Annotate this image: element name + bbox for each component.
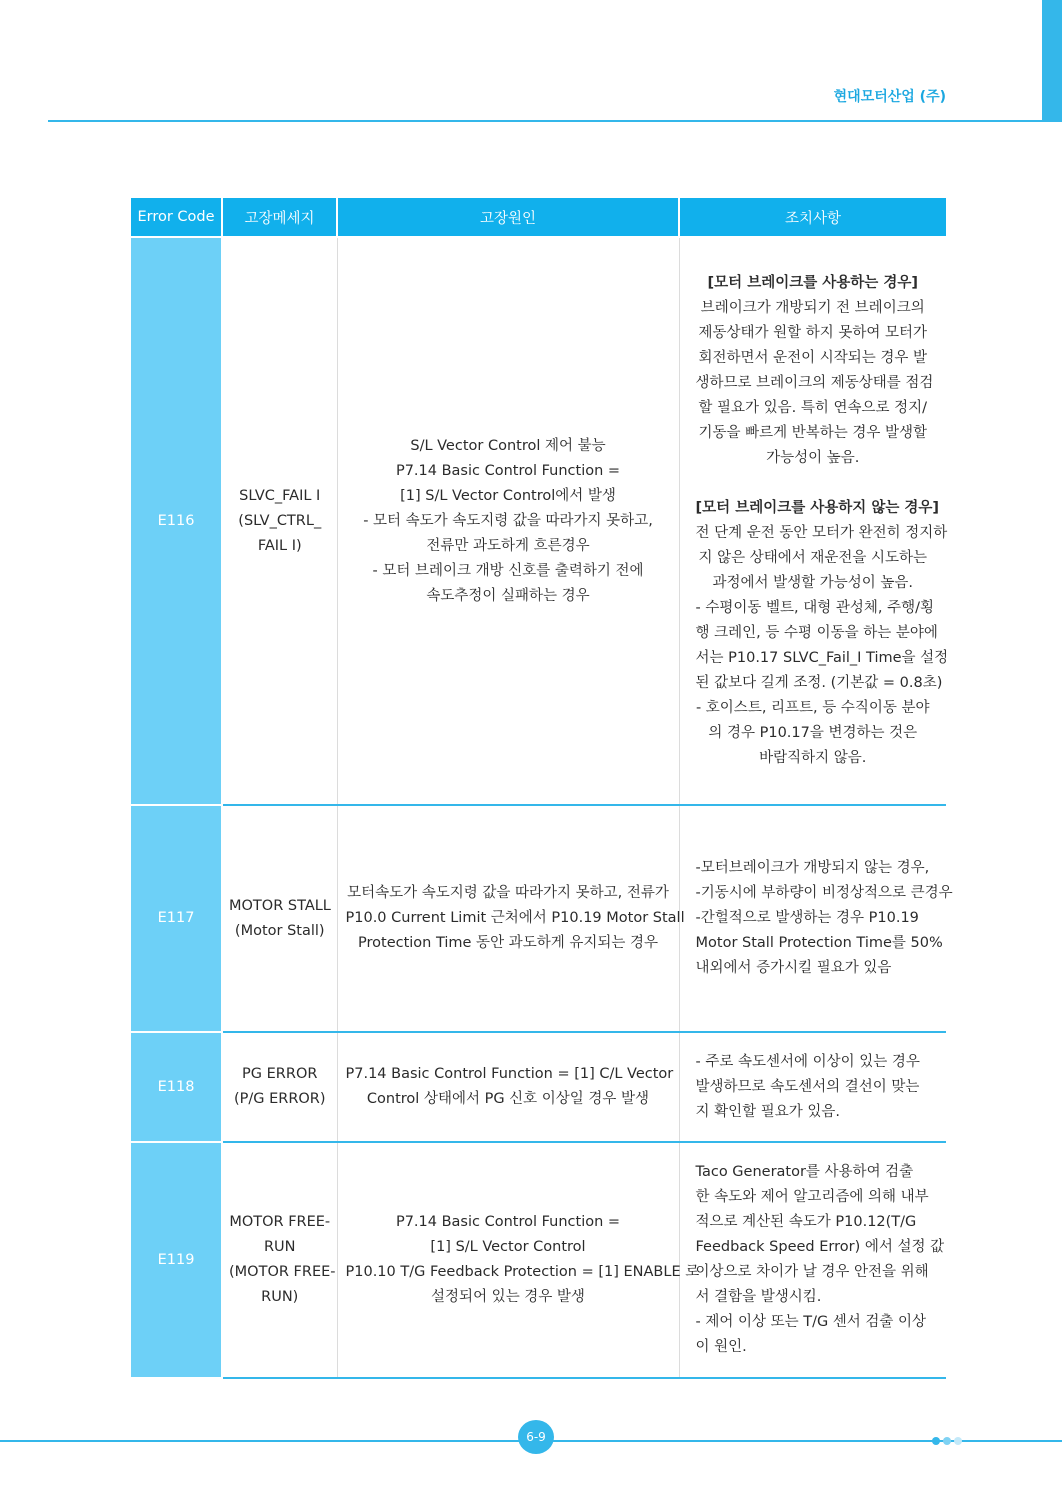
cause-line: Protection Time 동안 과도하게 유지되는 경우 — [358, 935, 658, 951]
action-line: 내외에서 증가시킬 필요가 있음 — [695, 960, 892, 976]
error-cause — [337, 237, 679, 805]
error-cause — [337, 1032, 679, 1142]
message-line: MOTOR FREE- — [229, 1214, 331, 1230]
message-line: (MOTOR FREE- — [229, 1264, 336, 1280]
message-line: (Motor Stall) — [234, 922, 325, 939]
action-heading: [모터 브레이크를 사용하지 않는 경우] — [695, 500, 940, 516]
action-line: 생하므로 브레이크의 제동상태를 점검 — [695, 375, 934, 391]
action-line: Feedback Speed Error) 에서 설정 값 — [695, 1239, 945, 1255]
action-line: - 호이스트, 리프트, 등 수직이동 분야 — [695, 700, 930, 716]
action-line: 바람직하지 않음. — [759, 750, 867, 766]
error-cause — [337, 1142, 700, 1378]
header-rule — [48, 120, 1042, 122]
action-line: 된 값보다 길게 조정. (기본값 = 0.8초) — [695, 675, 943, 691]
column-header-cause: 고장원인 — [337, 198, 679, 237]
error-code: E119 — [131, 1142, 222, 1378]
cause-line: - 모터 브레이크 개방 신호를 출력하기 전에 — [372, 562, 644, 579]
action-line: 지 않은 상태에서 재운전을 시도하는 — [698, 550, 928, 566]
cause-line: 모터속도가 속도지령 값을 따라가지 못하고, 전류가 — [347, 885, 669, 901]
column-header-message: 고장메세지 — [222, 198, 337, 237]
action-line: -간헐적으로 발생하는 경우 P10.19 — [695, 910, 919, 926]
action-line: Motor Stall Protection Time를 50% — [695, 935, 943, 951]
cause-line: Control 상태에서 PG 신호 이상일 경우 발생 — [366, 1091, 650, 1107]
error-cause — [337, 805, 685, 1032]
cause-line: P10.10 T/G Feedback Protection = [1] ENABLE 로 — [345, 1264, 700, 1280]
action-line: 할 필요가 있음. 특히 연속으로 정지/ — [698, 400, 928, 416]
table-row-e117 — [131, 805, 946, 1032]
message-line: SLVC_FAIL I — [239, 487, 321, 504]
action-line: 이 원인. — [695, 1339, 747, 1355]
action-line: 발생하므로 속도센서의 결선이 맞는 — [695, 1078, 920, 1095]
action-line: 가능성이 높음. — [766, 450, 860, 466]
cause-line: [1] S/L Vector Control에서 발생 — [400, 487, 616, 504]
error-message — [222, 1032, 337, 1142]
header-accent-tab — [1042, 0, 1062, 122]
message-line: MOTOR STALL — [229, 897, 331, 914]
cause-line: [1] S/L Vector Control — [430, 1239, 586, 1255]
action-line: 행 크레인, 등 수평 이동을 하는 분야에 — [695, 625, 938, 641]
message-line: (P/G ERROR) — [233, 1091, 326, 1107]
error-message — [222, 1142, 337, 1378]
error-code: E117 — [131, 805, 222, 1032]
cause-line: S/L Vector Control 제어 불능 — [410, 437, 606, 454]
message-line: PG ERROR — [242, 1066, 318, 1082]
action-line: 지 확인할 필요가 있음. — [695, 1103, 840, 1120]
action-line: 전 단계 운전 동안 모터가 완전히 정지하 — [695, 525, 948, 541]
action-line: 기동을 빠르게 반복하는 경우 발생할 — [698, 425, 928, 441]
action-line: - 제어 이상 또는 T/G 센서 검출 이상 — [695, 1314, 927, 1330]
cause-line: - 모터 속도가 속도지령 값을 따라가지 못하고, — [363, 512, 653, 529]
cause-line: P7.14 Basic Control Function = — [395, 1214, 621, 1230]
action-line: 서 결함을 발생시킴. — [695, 1289, 822, 1305]
table-row-e119 — [131, 1142, 946, 1378]
message-line: (SLV_CTRL_ — [238, 512, 322, 529]
error-code: E118 — [131, 1032, 222, 1142]
company-name: 현대모터산업 (주) — [833, 89, 946, 105]
action-line: -모터브레이크가 개방되지 않는 경우, — [695, 860, 930, 876]
dot-icon — [932, 1437, 940, 1445]
action-line: 적으로 계산된 속도가 P10.12(T/G — [695, 1214, 917, 1230]
action-line: -기동시에 부하량이 비정상적으로 큰경우 — [695, 885, 953, 901]
action-line: 제동상태가 원할 하지 못하여 모터가 — [698, 325, 928, 341]
error-action — [679, 237, 949, 805]
error-message — [222, 805, 337, 1032]
page-number: 6-9 — [518, 1420, 554, 1454]
action-line: 브레이크가 개방되기 전 브레이크의 — [700, 300, 925, 316]
error-action — [679, 1032, 946, 1142]
cause-line: 속도추정이 실패하는 경우 — [426, 587, 590, 604]
action-line: - 주로 속도센서에 이상이 있는 경우 — [695, 1053, 920, 1070]
cause-line: 전류만 과도하게 흐른경우 — [426, 537, 590, 554]
table-header-row — [131, 198, 946, 237]
action-line: 의 경우 P10.17을 변경하는 것은 — [708, 725, 918, 741]
action-line: 과정에서 발생할 가능성이 높음. — [712, 575, 914, 591]
message-line: FAIL I) — [257, 537, 302, 554]
error-code-table — [131, 198, 953, 1379]
message-line: RUN — [263, 1239, 296, 1255]
action-spacer — [696, 471, 931, 496]
footer-dots — [932, 1437, 962, 1445]
action-heading: [모터 브레이크를 사용하는 경우] — [707, 275, 918, 291]
cause-line: 설정되어 있는 경우 발생 — [431, 1289, 585, 1305]
message-line: RUN) — [261, 1289, 299, 1305]
column-header-error-code: Error Code — [131, 198, 222, 237]
action-line: 서는 P10.17 SLVC_Fail_I Time을 설정 — [695, 650, 949, 666]
cause-line: P7.14 Basic Control Function = — [395, 462, 621, 479]
cause-line: P10.0 Current Limit 근처에서 P10.19 Motor Stall — [345, 910, 685, 926]
table-row-e116 — [131, 237, 946, 805]
dot-icon — [943, 1437, 951, 1445]
action-line: - 수평이동 벨트, 대형 관성체, 주행/횡 — [695, 600, 934, 616]
dot-icon — [954, 1437, 962, 1445]
action-line: Taco Generator를 사용하여 검출 — [695, 1164, 914, 1180]
cause-line: P7.14 Basic Control Function = [1] C/L Vector — [345, 1066, 674, 1082]
action-line: 회전하면서 운전이 시작되는 경우 발 — [698, 350, 928, 366]
error-code: E116 — [131, 237, 222, 805]
table-row-e118 — [131, 1032, 946, 1142]
column-header-action: 조치사항 — [679, 198, 946, 237]
error-action — [679, 1142, 946, 1378]
error-message — [222, 237, 337, 805]
action-line: 이상으로 차이가 날 경우 안전을 위해 — [695, 1264, 929, 1280]
error-action — [679, 805, 953, 1032]
action-line: 한 속도와 제어 알고리즘에 의해 내부 — [695, 1189, 929, 1205]
